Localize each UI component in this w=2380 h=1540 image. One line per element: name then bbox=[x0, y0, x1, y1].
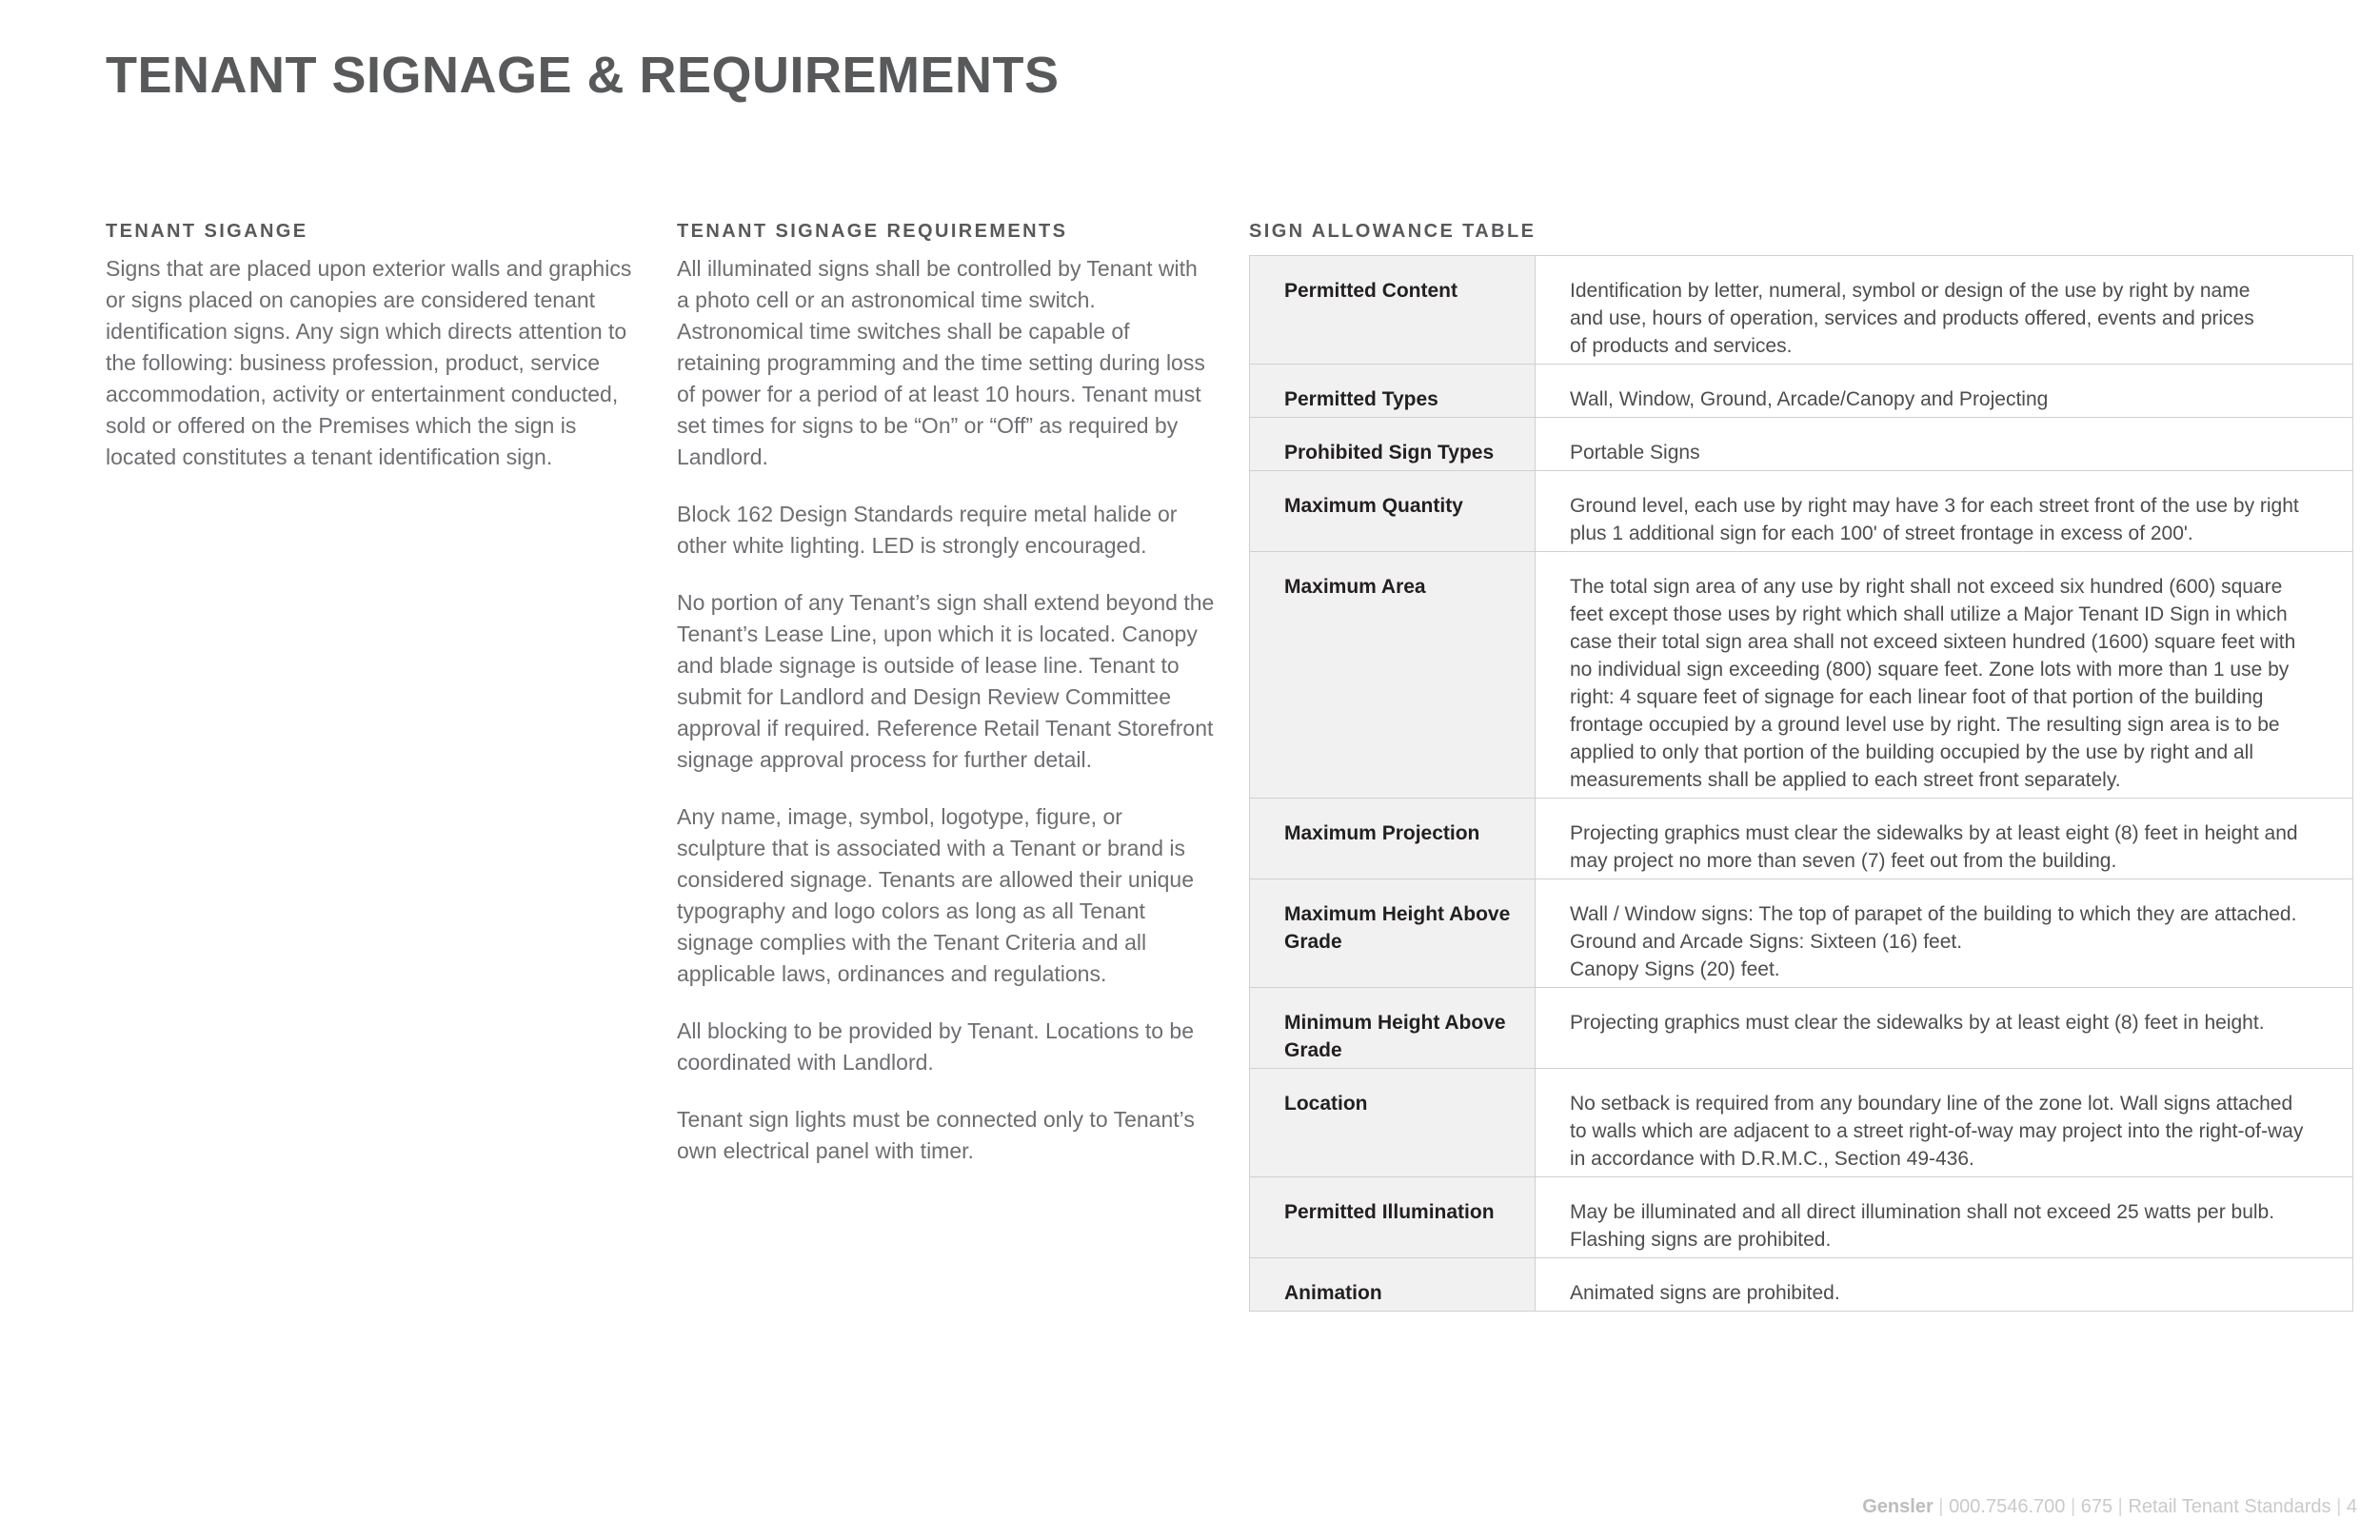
tenant-signage-requirements-section bbox=[677, 219, 1215, 1167]
sign-allowance-value-line: Wall / Window signs: The top of parapet of the building to which they are attached. bbox=[1570, 903, 2297, 925]
sign-allowance-row bbox=[1250, 879, 2353, 988]
sign-allowance-row bbox=[1250, 471, 2353, 552]
sign-allowance-table-body bbox=[1250, 256, 2353, 1312]
requirements-heading: TENANT SIGNAGE REQUIREMENTS bbox=[677, 221, 1068, 242]
sign-allowance-value-line: No setback is required from any boundary line of the zone lot. Wall signs attached bbox=[1570, 1093, 2293, 1115]
sign-allowance-value-line: Identification by letter, numeral, symbol or design of the use by right by name bbox=[1570, 280, 2251, 302]
sign-allowance-value-line: Flashing signs are prohibited. bbox=[1570, 1229, 1832, 1251]
sign-allowance-heading: SIGN ALLOWANCE TABLE bbox=[1249, 221, 1537, 242]
sign-allowance-label: Prohibited Sign Types bbox=[1250, 418, 1536, 471]
sign-allowance-value-line: Projecting graphics must clear the sidewalks by at least eight (8) feet in height. bbox=[1570, 1012, 2265, 1034]
sign-allowance-label: Location bbox=[1250, 1069, 1536, 1177]
sign-allowance-label: Maximum Height Above Grade bbox=[1250, 879, 1536, 988]
sign-allowance-label: Permitted Illumination bbox=[1250, 1177, 1536, 1258]
sign-allowance-label: Maximum Quantity bbox=[1250, 471, 1536, 552]
sign-allowance-label: Maximum Area bbox=[1250, 552, 1536, 799]
footer-project-code: 675 bbox=[2080, 1496, 2113, 1517]
sign-allowance-table bbox=[1249, 255, 2353, 1312]
sign-allowance-label: Maximum Projection bbox=[1250, 799, 1536, 879]
sign-allowance-value bbox=[1536, 256, 2353, 365]
footer-separator: | bbox=[2070, 1496, 2076, 1517]
tenant-signage-section bbox=[106, 219, 644, 473]
requirements-paragraph: Tenant sign lights must be connected only to Tenant’s own electrical panel with timer. bbox=[677, 1107, 1195, 1163]
requirements-paragraph: Any name, image, symbol, logotype, figure, or sculpture that is associated with a Tenant or brand is considered signage. Tenants are allowed their unique typography and logo colors as long as all Tenant signage complies with the Tenant Criteria and all applicable laws, ordinances and regulations. bbox=[677, 804, 1195, 986]
sign-allowance-value bbox=[1536, 471, 2353, 552]
sign-allowance-value bbox=[1536, 418, 2353, 471]
footer-separator: | bbox=[2117, 1496, 2123, 1517]
sign-allowance-value bbox=[1536, 879, 2353, 988]
sign-allowance-value-line: to walls which are adjacent to a street right-of-way may project into the right-of-way bbox=[1570, 1120, 2304, 1142]
sign-allowance-row bbox=[1250, 988, 2353, 1069]
sign-allowance-label: Minimum Height Above Grade bbox=[1250, 988, 1536, 1069]
tenant-signage-paragraph: Signs that are placed upon exterior walls and graphics or signs placed on canopies are considered tenant identification signs. Any sign which directs attention to the following: business profession, product, service accommodation, activity or entertainment conducted, sold or offered on the Premises which the sign is located constitutes a tenant identification sign. bbox=[106, 256, 632, 469]
sign-allowance-value-line: and use, hours of operation, services and products offered, events and prices bbox=[1570, 307, 2254, 329]
requirements-paragraph: Block 162 Design Standards require metal halide or other white lighting. LED is strongly encouraged. bbox=[677, 502, 1178, 558]
page-footer bbox=[1862, 1494, 2357, 1519]
sign-allowance-value bbox=[1536, 799, 2353, 879]
footer-project-number: 000.7546.700 bbox=[1949, 1496, 2066, 1517]
sign-allowance-value-line: Ground level, each use by right may have 3 for each street front of the use by right bbox=[1570, 495, 2299, 517]
sign-allowance-value-line: feet except those uses by right which shall utilize a Major Tenant ID Sign in which bbox=[1570, 603, 2288, 625]
sign-allowance-value-line: in accordance with D.R.M.C., Section 49-436. bbox=[1570, 1148, 1974, 1170]
footer-separator: | bbox=[2336, 1496, 2342, 1517]
sign-allowance-value-line: The total sign area of any use by right shall not exceed six hundred (600) square bbox=[1570, 576, 2283, 598]
sign-allowance-row bbox=[1250, 799, 2353, 879]
sign-allowance-section bbox=[1249, 219, 2353, 1312]
sign-allowance-value-line: May be illuminated and all direct illumination shall not exceed 25 watts per bulb. bbox=[1570, 1201, 2275, 1223]
footer-separator: | bbox=[1938, 1496, 1944, 1517]
sign-allowance-value-line: right: 4 square feet of signage for each linear foot of that portion of the building bbox=[1570, 686, 2264, 708]
sign-allowance-row bbox=[1250, 1177, 2353, 1258]
sign-allowance-row bbox=[1250, 552, 2353, 799]
tenant-signage-heading: TENANT SIGANGE bbox=[106, 221, 308, 242]
requirements-paragraph: All blocking to be provided by Tenant. Locations to be coordinated with Landlord. bbox=[677, 1018, 1194, 1075]
sign-allowance-value-line: Canopy Signs (20) feet. bbox=[1570, 958, 1780, 980]
sign-allowance-value-line: Ground and Arcade Signs: Sixteen (16) feet. bbox=[1570, 931, 1963, 953]
sign-allowance-row bbox=[1250, 418, 2353, 471]
sign-allowance-value-line: no individual sign exceeding (800) square feet. Zone lots with more than 1 use by bbox=[1570, 659, 2290, 681]
sign-allowance-value bbox=[1536, 1177, 2353, 1258]
sign-allowance-row bbox=[1250, 1069, 2353, 1177]
sign-allowance-row bbox=[1250, 365, 2353, 418]
sign-allowance-label: Permitted Types bbox=[1250, 365, 1536, 418]
sign-allowance-label: Permitted Content bbox=[1250, 256, 1536, 365]
sign-allowance-value bbox=[1536, 365, 2353, 418]
sign-allowance-value-line: measurements shall be applied to each street front separately. bbox=[1570, 769, 2121, 791]
sign-allowance-value-line: plus 1 additional sign for each 100' of street frontage in excess of 200'. bbox=[1570, 523, 2193, 544]
footer-page-number: 4 bbox=[2346, 1496, 2357, 1517]
sign-allowance-value-line: Wall, Window, Ground, Arcade/Canopy and Projecting bbox=[1570, 388, 2049, 410]
sign-allowance-value-line: may project no more than seven (7) feet out from the building. bbox=[1570, 850, 2117, 872]
sign-allowance-value bbox=[1536, 552, 2353, 799]
sign-allowance-value bbox=[1536, 1069, 2353, 1177]
sign-allowance-value-line: Projecting graphics must clear the sidewalks by at least eight (8) feet in height and bbox=[1570, 822, 2298, 844]
sign-allowance-value bbox=[1536, 988, 2353, 1069]
sign-allowance-value bbox=[1536, 1258, 2353, 1312]
sign-allowance-value-line: applied to only that portion of the building occupied by the use by right and all bbox=[1570, 741, 2253, 763]
sign-allowance-row bbox=[1250, 1258, 2353, 1312]
sign-allowance-row bbox=[1250, 256, 2353, 365]
footer-document-name: Retail Tenant Standards bbox=[2128, 1496, 2331, 1517]
sign-allowance-value-line: frontage occupied by a ground level use by right. The resulting sign area is to be bbox=[1570, 714, 2280, 736]
page-title: TENANT SIGNAGE & REQUIREMENTS bbox=[106, 47, 1060, 104]
sign-allowance-value-line: Portable Signs bbox=[1570, 442, 1700, 464]
sign-allowance-value-line: Animated signs are prohibited. bbox=[1570, 1282, 1840, 1304]
sign-allowance-value-line: of products and services. bbox=[1570, 335, 1793, 357]
requirements-paragraph: No portion of any Tenant’s sign shall extend beyond the Tenant’s Lease Line, upon which it is located. Canopy and blade signage is outside of lease line. Tenant to submit for Landlord and Design Review Committee approval if required. Reference Retail Tenant Storefront signage approval process for further detail. bbox=[677, 590, 1215, 772]
sign-allowance-value-line: case their total sign area shall not exceed sixteen hundred (1600) square feet with bbox=[1570, 631, 2296, 653]
sign-allowance-label: Animation bbox=[1250, 1258, 1536, 1312]
footer-brand: Gensler bbox=[1862, 1496, 1934, 1517]
requirements-paragraph: All illuminated signs shall be controlled by Tenant with a photo cell or an astronomical time switch. Astronomical time switches shall be capable of retaining programming and the time setting during loss of power for a period of at least 10 hours. Tenant must set times for signs to be “On” or “Off” as required by Landlord. bbox=[677, 256, 1205, 469]
